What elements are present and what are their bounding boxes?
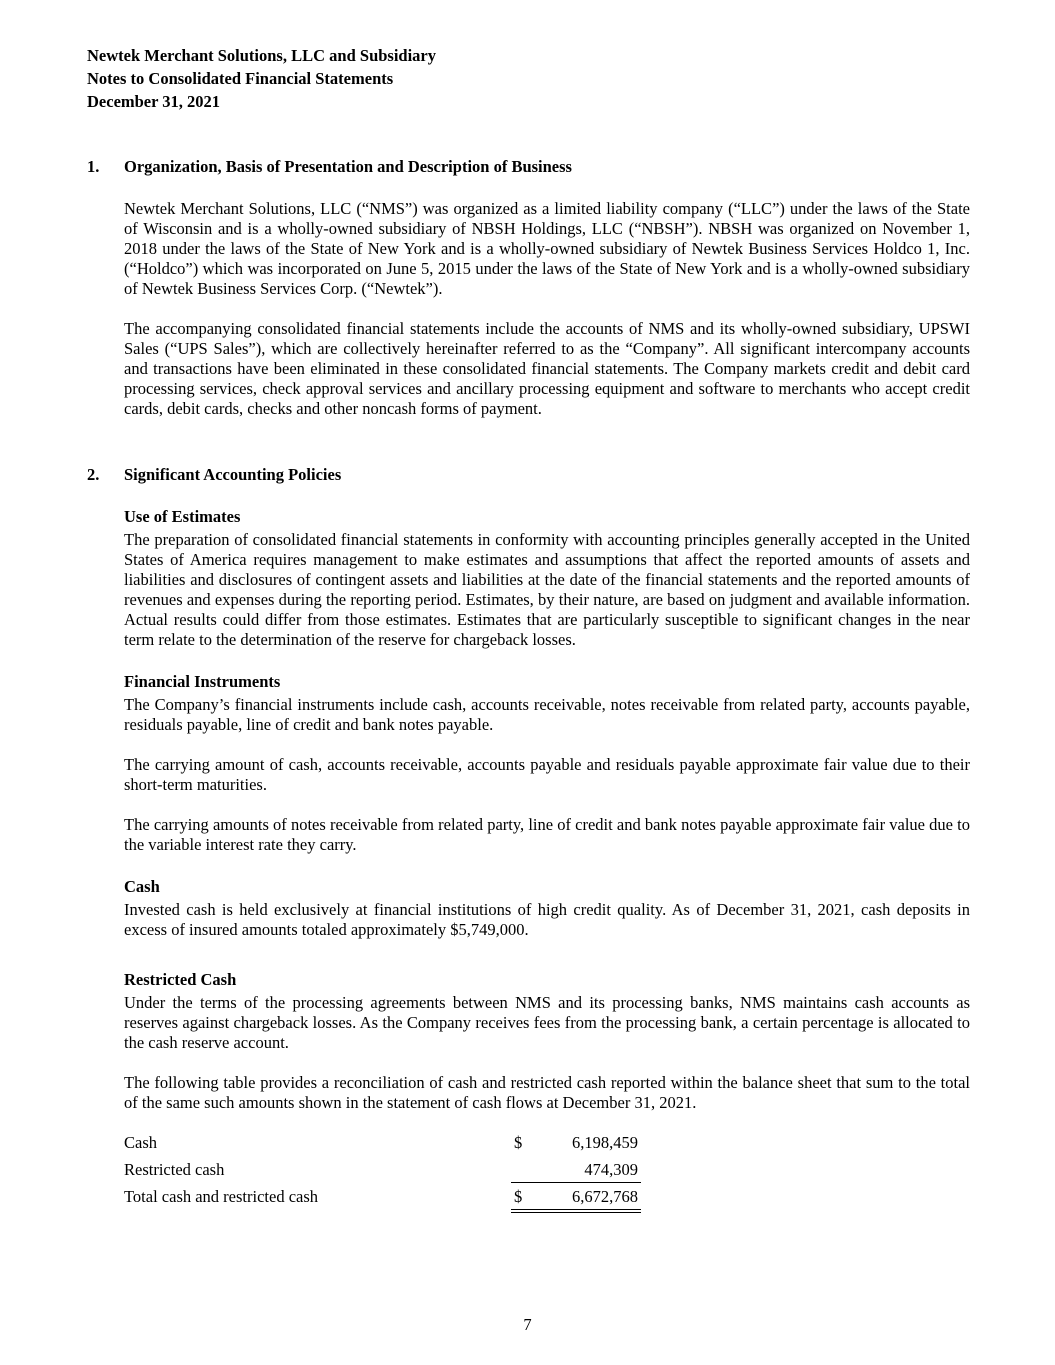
paragraph: The Company’s financial instruments include cash, accounts receivable, notes receivable from related party, accounts payable, residuals payable, line of credit and bank notes payable. <box>124 695 970 734</box>
section-body <box>124 465 970 1214</box>
paragraph: The carrying amount of cash, accounts receivable, accounts payable and residuals payable approximate fair value due to their short-term maturities. <box>124 755 970 794</box>
page-number: 7 <box>523 1315 532 1334</box>
currency-symbol: $ <box>514 1133 523 1152</box>
currency-symbol: $ <box>514 1187 523 1206</box>
section-number: 2. <box>87 465 100 484</box>
paragraph: Newtek Merchant Solutions, LLC (“NMS”) was organized as a limited liability company (“LLC”) under the laws of the State of Wisconsin and is a wholly-owned subsidiary of NBSH Holdings, LLC (“NBSH”). NBSH was organized on November 1, 2018 under the laws of the State of New York and is a wholly-owned subsidiary of Newtek Business Services Holdco 1, Inc. (“Holdco”) which was incorporated on June 5, 2015 under the laws of the State of New York and is a wholly-owned subsidiary of Newtek Business Services Corp. (“Newtek”). <box>124 199 970 298</box>
row-label: Cash <box>124 1133 157 1152</box>
section-organization <box>87 157 970 439</box>
subsection-heading-restricted-cash: Restricted Cash <box>124 970 237 989</box>
table-row-cash <box>124 1133 970 1160</box>
section-spacer <box>87 439 970 465</box>
table-row-total <box>124 1187 970 1214</box>
paragraph: The preparation of consolidated financial statements in conformity with accounting principles generally accepted in the United States of America requires management to make estimates and assumptions that affect the reported amounts of assets and liabilities and disclosures of contingent assets and liabilities at the date of the financial statements and the reported amounts of revenues and expenses during the reporting period. Estimates, by their nature, are based on judgment and available information. Actual results could differ from those estimates. Estimates that are particularly susceptible to significant changes in the near term relate to the determination of the reserve for chargeback losses. <box>124 530 970 649</box>
paragraph: The accompanying consolidated financial statements include the accounts of NMS and its wholly-owned subsidiary, UPSWI Sales (“UPS Sales”), which are collectively hereinafter referred to as the “Company”. All significant intercompany accounts and transactions have been eliminated in these consolidated financial statements. The Company markets credit and debit card processing services, check approval services and ancillary processing equipment and software to merchants who accept credit cards, debit cards, checks and other noncash forms of payment. <box>124 319 970 418</box>
subsection-heading-financial-instruments: Financial Instruments <box>124 672 281 691</box>
amount: 6,672,768 <box>572 1187 638 1206</box>
subsection-heading-cash: Cash <box>124 877 160 896</box>
document-title: Notes to Consolidated Financial Statements <box>87 69 394 88</box>
company-name: Newtek Merchant Solutions, LLC and Subsidiary <box>87 46 437 65</box>
row-label: Restricted cash <box>124 1160 225 1179</box>
amount: 6,198,459 <box>572 1133 638 1152</box>
row-label: Total cash and restricted cash <box>124 1187 319 1206</box>
section-body <box>124 157 970 439</box>
section-title: Organization, Basis of Presentation and Description of Business <box>124 157 572 176</box>
paragraph: Invested cash is held exclusively at financial institutions of high credit quality. As of December 31, 2021, cash deposits in excess of insured amounts totaled approximately $5,749,000. <box>124 900 970 939</box>
subsection-heading-use-of-estimates: Use of Estimates <box>124 507 241 526</box>
section-number: 1. <box>87 157 100 176</box>
paragraph: The carrying amounts of notes receivable from related party, line of credit and bank notes payable approximate fair value due to the variable interest rate they carry. <box>124 815 970 854</box>
paragraph: The following table provides a reconciliation of cash and restricted cash reported within the balance sheet that sum to the total of the same such amounts shown in the statement of cash flows at December 31, 2021. <box>124 1073 970 1112</box>
paragraph: Under the terms of the processing agreements between NMS and its processing banks, NMS maintains cash accounts as reserves against chargeback losses. As the Company receives fees from the processing bank, a certain percentage is allocated to the cash reserve account. <box>124 993 970 1052</box>
row-value <box>511 1187 641 1210</box>
document-date: December 31, 2021 <box>87 92 221 111</box>
amount: 474,309 <box>584 1160 638 1179</box>
section-title: Significant Accounting Policies <box>124 465 342 484</box>
row-value <box>511 1160 641 1183</box>
row-value <box>511 1133 641 1155</box>
document-header <box>87 44 970 113</box>
table-row-restricted-cash <box>124 1160 970 1187</box>
cash-reconciliation-table <box>124 1133 970 1214</box>
section-accounting-policies <box>87 465 970 1214</box>
